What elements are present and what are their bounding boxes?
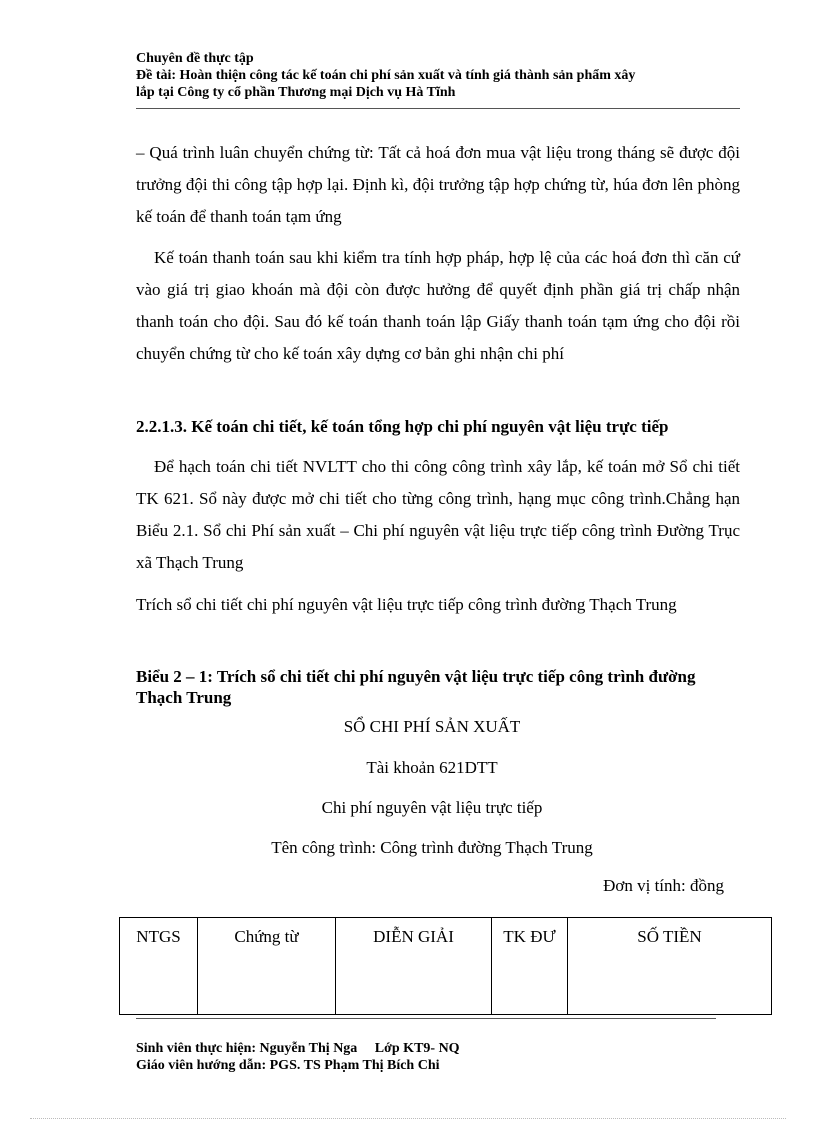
page-footer: [136, 1040, 460, 1074]
ledger-title: SỔ CHI PHÍ SẢN XUẤT: [343, 717, 521, 736]
paragraph-document-flow: – Quá trình luân chuyển chứng từ: Tất cả hoá đơn mua vật liệu trong tháng sẽ được đội trưởng đội thi công tập hợp lại. Định kì, đội trưởng tập hợp chứng từ, húa đơn lên phòng kế toán để thanh toán tạm ứng: [136, 143, 740, 226]
column-header-contra-account: TK ĐƯ: [492, 918, 568, 1015]
page-header: [136, 50, 740, 101]
column-header-amount: SỐ TIỀN: [568, 918, 772, 1015]
section-heading: 2.2.1.3. Kế toán chi tiết, kế toán tổng hợp chi phí nguyên vật liệu trực tiếp: [136, 417, 669, 436]
footer-advisor: Giáo viên hướng dẫn: PGS. TS Phạm Thị Bích Chi: [136, 1058, 440, 1073]
ledger-table: [119, 917, 772, 1015]
footer-student: Sinh viên thực hiện: Nguyễn Thị Nga Lớp KT9- NQ: [136, 1041, 460, 1056]
ledger-cost-type: Chi phí nguyên vật liệu trực tiếp: [321, 798, 543, 817]
ledger-header-row: [120, 918, 772, 1015]
header-subject: Chuyên đề thực tập: [136, 51, 254, 66]
paragraph-extract-intro: Trích sổ chi tiết chi phí nguyên vật liệu trực tiếp công trình đường Thạch Trung: [136, 595, 677, 614]
ledger-project-name: Tên công trình: Công trình đường Thạch Trung: [271, 838, 593, 857]
paragraph-ledger-description: Để hạch toán chi tiết NVLTT cho thi công công trình xây lắp, kế toán mở Sổ chi tiết TK 621. Sổ này được mở chi tiết cho từng công trình, hạng mục công trình.Chẳng hạn Biểu 2.1. Sổ chi Phí sản xuất – Chi phí nguyên vật liệu trực tiếp công trình Đường Trục xã Thạch Trung: [136, 457, 740, 572]
page-edge-dots: [30, 1118, 786, 1119]
column-header-ntgs: NTGS: [120, 918, 198, 1015]
ledger-unit: Đơn vị tính: đồng: [603, 876, 724, 895]
column-header-voucher: Chứng từ: [198, 918, 336, 1015]
header-topic-line-2: lắp tại Công ty cổ phần Thương mại Dịch vụ Hà Tĩnh: [136, 85, 456, 100]
paragraph-payment-accounting: Kế toán thanh toán sau khi kiểm tra tính hợp pháp, hợp lệ của các hoá đơn thì căn cứ vào giá trị giao khoán mà đội còn được hưởng để quyết định phần giá trị chấp nhận thanh toán cho đội. Sau đó kế toán thanh toán lập Giấy thanh toán tạm ứng cho đội rồi chuyển chứng từ cho kế toán xây dựng cơ bản ghi nhận chi phí: [136, 248, 740, 363]
column-header-description: DIỄN GIẢI: [336, 918, 492, 1015]
table-caption: Biểu 2 – 1: Trích sổ chi tiết chi phí nguyên vật liệu trực tiếp công trình đường Thạch Trung: [136, 667, 696, 707]
header-divider: [136, 108, 740, 109]
ledger-account: Tài khoản 621DTT: [366, 758, 498, 777]
header-topic-line-1: Đề tài: Hoàn thiện công tác kế toán chi phí sản xuất và tính giá thành sản phẩm xây: [136, 68, 636, 83]
footer-divider: [136, 1018, 716, 1019]
